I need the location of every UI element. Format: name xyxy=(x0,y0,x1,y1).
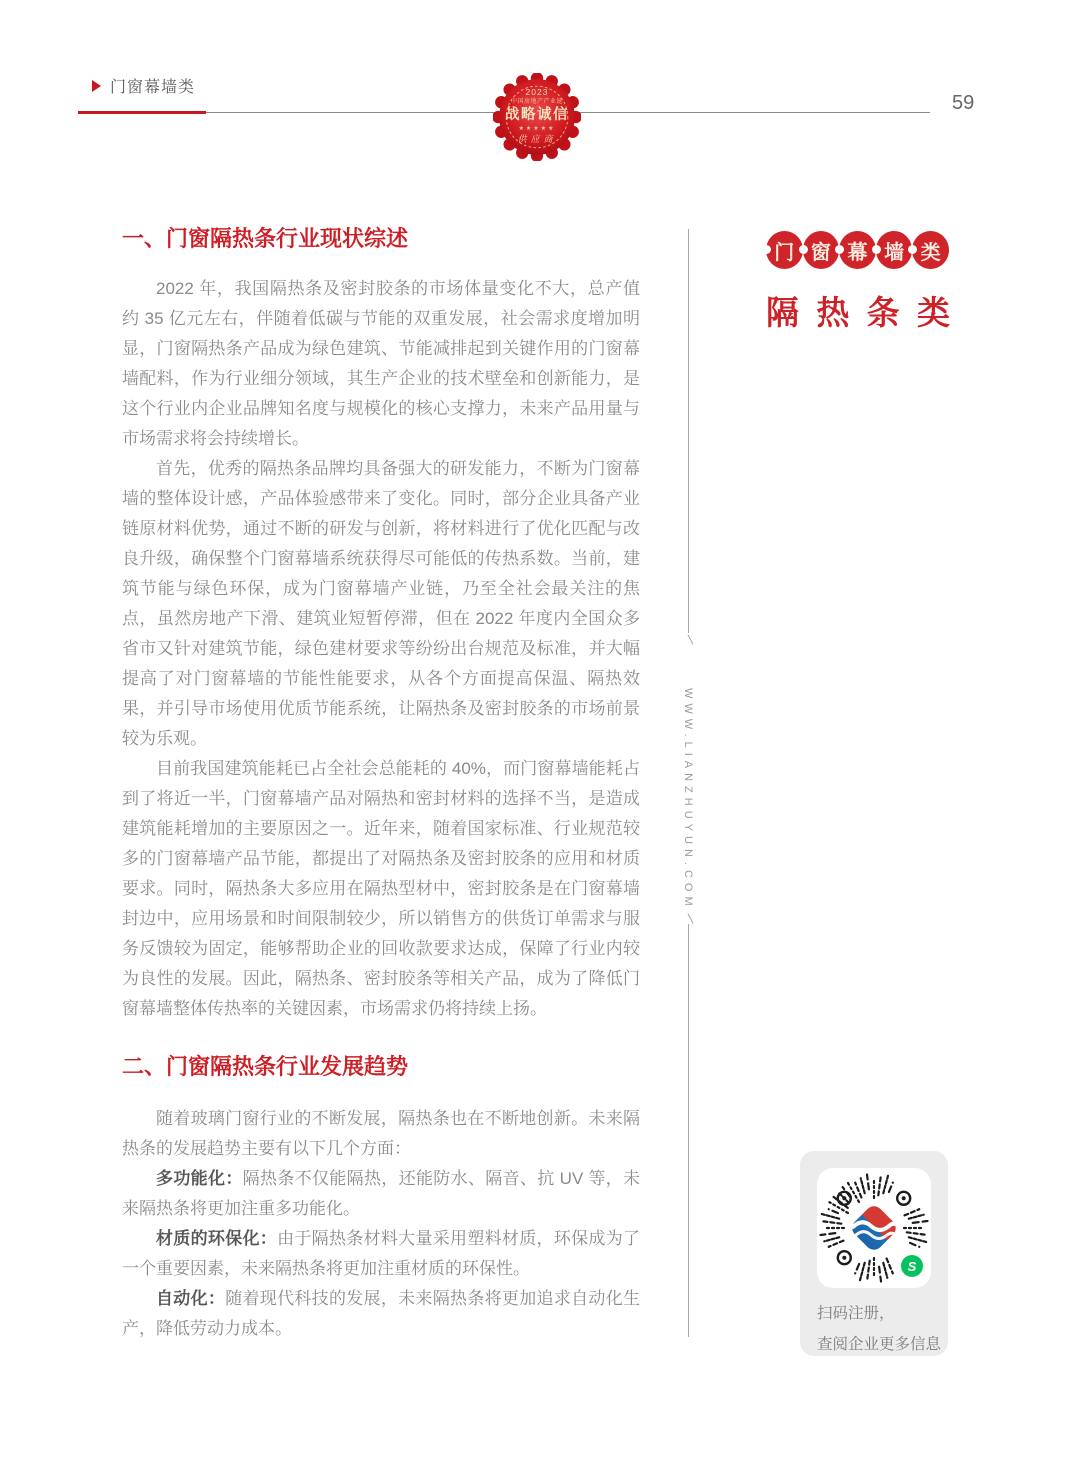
seal-year: 2023 xyxy=(525,87,549,97)
svg-text:S: S xyxy=(907,1259,917,1274)
divider-jog xyxy=(687,634,693,644)
category-label: 门窗幕墙类 xyxy=(110,79,196,96)
trend-text: 随着现代科技的发展，未来隔热条将更加追求自动化生产，降低劳动力成本。 xyxy=(122,1289,641,1338)
paragraph: 随着玻璃门窗行业的不断发展，隔热条也在不断地创新。未来隔热条的发展趋势主要有以下几个方面： xyxy=(122,1109,640,1158)
header-divider-accent xyxy=(78,111,206,114)
category-char-badges xyxy=(766,231,949,269)
seal-subtitle: 供应商 xyxy=(517,134,557,144)
vertical-divider-top xyxy=(688,229,689,633)
trend-item xyxy=(122,1164,640,1224)
article-body xyxy=(122,226,640,1344)
qr-caption-line1: 扫码注册， xyxy=(817,1305,895,1322)
trend-text: 隔热条不仅能隔热，还能防水、隔音、抗 UV 等，未来隔热条将更加注重多功能化。 xyxy=(122,1169,640,1218)
triangle-bullet-icon xyxy=(92,80,101,92)
trend-text: 由于隔热条材料大量采用塑料材质，环保成为了一个重要因素，未来隔热条将更加注重材质的环保性。 xyxy=(122,1229,641,1278)
trend-lead: 多功能化： xyxy=(156,1169,243,1188)
char-badge: 墙 xyxy=(876,231,913,269)
wechat-icon xyxy=(901,1255,923,1277)
trend-item xyxy=(122,1224,640,1284)
trend-item xyxy=(122,1284,640,1344)
website-vertical-text: WWW.LIANZHUYUN.COM xyxy=(682,688,694,911)
seal-stars: ★★★★★ xyxy=(518,126,556,132)
miniprogram-qr-icon xyxy=(817,1171,931,1285)
qr-card xyxy=(800,1151,948,1356)
qr-caption xyxy=(817,1298,941,1360)
trend-lead: 自动化： xyxy=(156,1289,226,1308)
qr-caption-line2: 查阅企业更多信息 xyxy=(817,1336,942,1353)
divider-jog xyxy=(687,913,693,923)
section1-heading: 一、门窗隔热条行业现状综述 xyxy=(122,226,409,251)
char-badge: 幕 xyxy=(839,231,876,269)
section2-heading: 二、门窗隔热条行业发展趋势 xyxy=(122,1054,409,1079)
certification-seal xyxy=(493,73,581,161)
char-badge: 类 xyxy=(912,231,949,269)
breadcrumb xyxy=(92,74,195,97)
char-badge: 门 xyxy=(766,231,803,269)
char-badge: 窗 xyxy=(803,231,840,269)
seal-org-line: 中国房地产产业链 xyxy=(510,99,563,105)
qr-code xyxy=(817,1168,931,1288)
paragraph: 目前我国建筑能耗已占全社会总能耗的 40%，而门窗幕墙能耗占到了将近一半，门窗幕墙产品对隔热和密封材料的选择不当，是造成建筑能耗增加的主要原因之一。近年来，随着国家标准、行业规范较多的门窗幕墙产品节能，都提出了对隔热条及密封胶条的应用和材质要求。同时，隔热条大多应用在隔热型材中，密封胶条是在门窗幕墙封边中，应用场景和时间限制较少，所以销售方的供货订单需求与服务反馈较为固定，能够帮助企业的回收款要求达成，保障了行业内较为良性的发展。因此，隔热条、密封胶条等相关产品，成为了降低门窗幕墙整体传热率的关键因素，市场需求仍将持续上扬。 xyxy=(122,759,640,1018)
page-number: 59 xyxy=(952,92,975,114)
rail-section-title: 隔 热 条 类 xyxy=(766,294,950,331)
paragraph: 首先，优秀的隔热条品牌均具备强大的研发能力，不断为门窗幕墙的整体设计感，产品体验感带来了变化。同时，部分企业具备产业链原材料优势，通过不断的研发与创新，将材料进行了优化匹配与改良升级，确保整个门窗幕墙系统获得尽可能低的传热系数。当前，建筑节能与绿色环保，成为门窗幕墙产业链，乃至全社会最关注的焦点，虽然房地产下滑、建筑业短暂停滞，但在 2022 年度内全国众多省市又针对建筑节能，绿色建材要求等纷纷出台规范及标准，并大幅提高了对门窗幕墙的节能性能要求，从各个方面提高保温、隔热效果，并引导市场使用优质节能系统，让隔热条及密封胶条的市场前景较为乐观。 xyxy=(122,459,640,748)
paragraph: 2022 年，我国隔热条及密封胶条的市场体量变化不大，总产值约 35 亿元左右，伴随着低碳与节能的双重发展，社会需求度增加明显，门窗隔热条产品成为绿色建筑、节能减排起到关键作用的门窗幕墙配料，作为行业细分领域，其生产企业的技术壁垒和创新能力，是这个行业内企业品牌知名度与规模化的核心支撑力，未来产品用量与市场需求将会持续增长。 xyxy=(122,279,640,448)
seal-title: 战略诚信 xyxy=(505,107,569,123)
trend-lead: 材质的环保化： xyxy=(156,1229,278,1248)
vertical-divider-bottom xyxy=(688,924,689,1337)
